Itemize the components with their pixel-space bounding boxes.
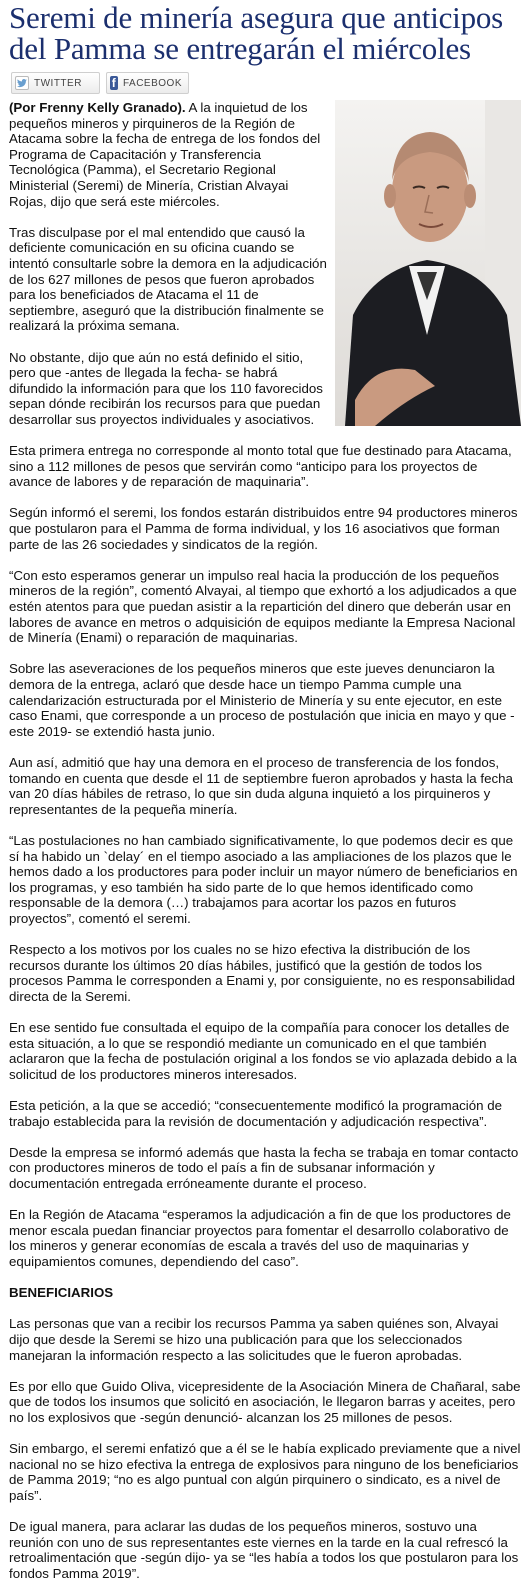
lead-text: A la inquietud de los pequeños mineros y pirquineros de la Región de Atacama sobre la fecha de entrega de los fondos del Programa de Capacitación y Transferencia Tecnológica (Pamma), el Secretario Regional Ministerial (Seremi) de Minería, Cristian Alvayai Rojas, dijo que será este miércoles. bbox=[9, 100, 321, 209]
facebook-label: FACEBOOK bbox=[122, 77, 182, 89]
paragraph: Sin embargo, el seremi enfatizó que a él se le había explicado previamente que a nivel nacional no se hizo efectiva la entrega de explosivos para ninguno de los beneficiarios de Pamma 2019; “no es algo puntual con algún pirquinero o sindicato, es a nivel de país”. bbox=[9, 1441, 521, 1503]
share-bar bbox=[11, 72, 521, 94]
paragraph: “Con esto esperamos generar un impulso real hacia la producción de los pequeños mineros de la región”, comentó Alvayai, al tiempo que exhortó a los adjudicados a que estén atentos para que puedan asistir a la repartición del dinero que deberán usar en labores de avance en metros o adquisición de equipos mediante la Empresa Nacional de Minería (Enami) o reparación de maquinarias. bbox=[9, 567, 517, 646]
twitter-label: TWITTER bbox=[34, 77, 82, 89]
paragraph: En la Región de Atacama “esperamos la adjudicación a fin de que los productores de menor escala puedan financiar proyectos para fomentar el desarrollo colaborativo de los mineros y generar economías de escala a través del uso de maquinarias y equipamientos comunes, dependiendo del caso”. bbox=[9, 1207, 511, 1269]
paragraph: Desde la empresa se informó además que hasta la fecha se trabaja en tomar contacto con productores mineros de todo el país a fin de subsanar información y documentación entregada erróneamente durante el proceso. bbox=[9, 1144, 519, 1191]
twitter-bird-icon bbox=[15, 76, 29, 90]
paragraph: Sobre las aseveraciones de los pequeños mineros que este jueves denunciaron la demora de la entrega, aclaró que desde hace un tiempo Pamma cumple una calendarización estructurada por el Ministerio de Minería y su ente ejecutor, en este caso Enami, que corresponde a un proceso de postulación que inicia en mayo y que -este 2019- se extendió hasta junio. bbox=[9, 661, 515, 739]
paragraph: “Las postulaciones no han cambiado significativamente, lo que podemos decir es que sí ha habido un `delay´ en el tiempo asociado a las ampliaciones de los plazos que le hemos dado a los productores para poder incluir un mayor número de beneficiarios en los programas, y eso también ha sido parte de lo que hemos identificado como responsable de la demora (…) trabajamos para acortar los pazos en futuros proyectos”, comentó el seremi. bbox=[9, 832, 518, 926]
twitter-share-button[interactable] bbox=[11, 72, 100, 94]
article-body bbox=[9, 100, 521, 1581]
paragraph: Las personas que van a recibir los recursos Pamma ya saben quiénes son, Alvayai dijo que desde la Seremi se hizo una publicación para que los seleccionados manejaran la información respecto a las solicitudes que le fueron aprobadas. bbox=[9, 1316, 499, 1363]
seremi-portrait-photo bbox=[335, 100, 521, 426]
byline: (Por Frenny Kelly Granado). bbox=[9, 100, 186, 115]
facebook-share-button[interactable] bbox=[106, 72, 189, 94]
paragraph: Esta primera entrega no corresponde al monto total que fue destinado para Atacama, sino a 112 millones de pesos que servirán como “anticipo para los proyectos de avance de labores y de reparación de maquinaria”. bbox=[9, 443, 512, 490]
paragraph: Respecto a los motivos por los cuales no se hizo efectiva la distribución de los recursos durante los últimos 20 días hábiles, justificó que la gestión de todos los procesos Pamma le corresponden a Enami y, por consiguiente, no es responsabilidad directa de la Seremi. bbox=[9, 942, 516, 1004]
paragraph: En ese sentido fue consultada el equipo de la compañía para conocer los detalles de esta situación, a lo que se respondió mediante un comunicado en el que también aclararon que la fecha de postulación original a los fondos se vio aplazada debido a la solicitud de los productores mineros interesados. bbox=[9, 1020, 517, 1082]
paragraph: Es por ello que Guido Oliva, vicepresidente de la Asociación Minera de Chañaral, sabe que de todos los insumos que solicitó en asociación, le llegaron barras y aceites, pero no los explosivos que -según denunció- alcanzan los 25 millones de pesos. bbox=[9, 1378, 521, 1425]
paragraph: Según informó el seremi, los fondos estarán distribuidos entre 94 productores mineros que postularon para el Pamma de forma individual, y los 16 asociativos que forman parte de las 26 sociedades y sindicatos de la región. bbox=[9, 505, 518, 552]
section-subheading: BENEFICIARIOS bbox=[9, 1285, 114, 1301]
paragraph: Tras disculpase por el mal entendido que causó la deficiente comunicación en su oficina cuando se intentó consultarle sobre la demora en la adjudicación de los 627 millones de pesos que fueron aprobados para los beneficiados de Atacama el 11 de septiembre, aseguró que la distribución finalmente se realizará la próxima semana. bbox=[9, 224, 327, 334]
paragraph: Esta petición, a la que se accedió; “consecuentemente modificó la programación de trabajo establecida para la revisión de documentación y adjudicación respectiva”. bbox=[9, 1098, 503, 1129]
headline: Seremi de minería asegura que anticipos del Pamma se entregarán el miércoles bbox=[9, 0, 504, 66]
paragraph: No obstante, dijo que aún no está definido el sitio, pero que -antes de llegada la fecha- se habrá difundido la información para que los 110 favorecidos sepan dónde recibirán los recursos para que puedan desarrollar sus proyectos individuales y asociativos. bbox=[9, 349, 323, 427]
paragraph: De igual manera, para aclarar las dudas de los pequeños mineros, sostuvo una reunión con uno de sus representantes este viernes en la tarde en la cual refrescó la retroalimentación que -según dijo- ya se “les había a todos los que postularon para los fondos Pamma 2019”. bbox=[9, 1519, 519, 1581]
facebook-logo-icon: f bbox=[111, 76, 117, 90]
paragraph: Aun así, admitió que hay una demora en el proceso de transferencia de los fondos, tomando en cuenta que desde el 11 de septiembre fueron aprobados y hasta la fecha van 20 días hábiles de retraso, lo que sin duda alguna inquietó a los pirquineros y representantes de la pequeña minería. bbox=[9, 754, 513, 817]
